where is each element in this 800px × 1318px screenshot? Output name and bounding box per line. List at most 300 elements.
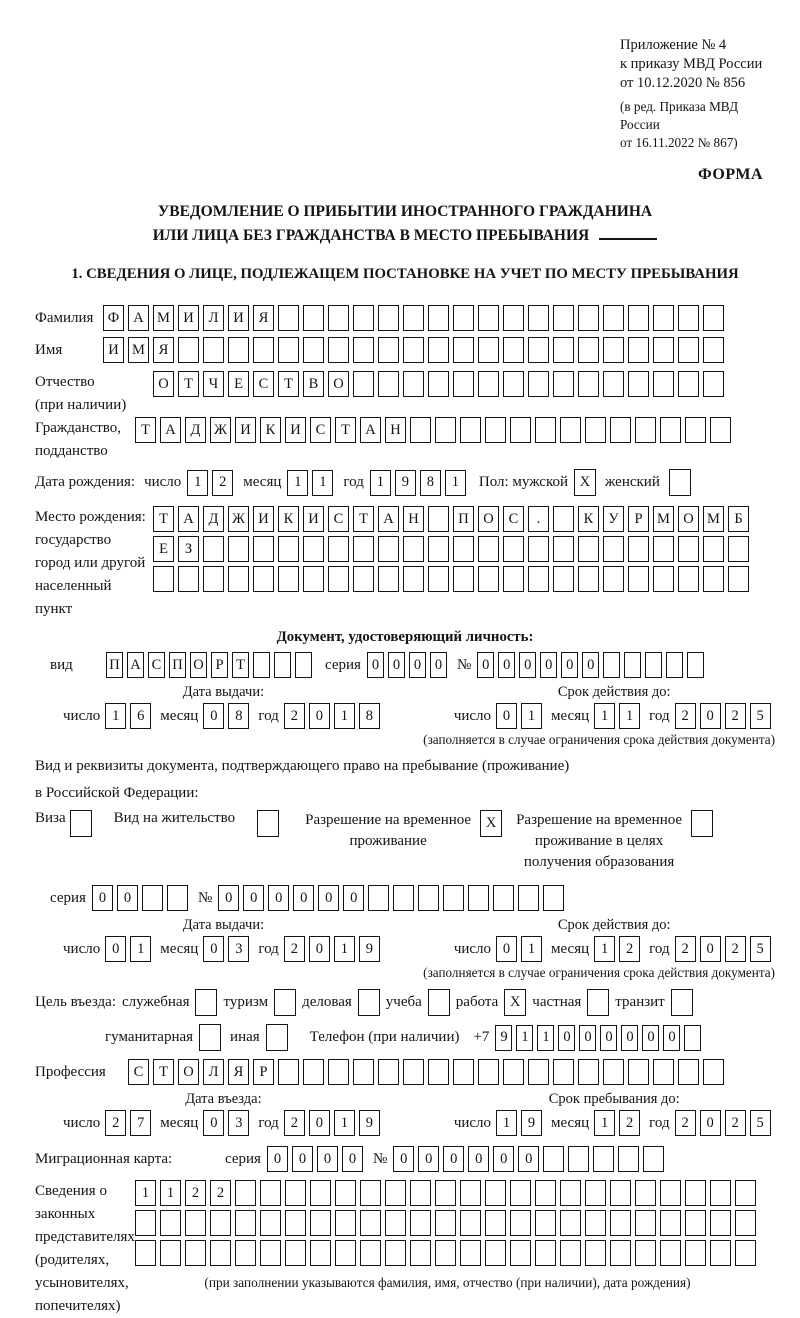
char-box[interactable]: 8 xyxy=(359,703,380,729)
char-box[interactable] xyxy=(135,1240,156,1266)
char-box[interactable] xyxy=(603,337,624,363)
char-box[interactable] xyxy=(435,417,456,443)
char-box[interactable]: Т xyxy=(335,417,356,443)
char-box[interactable]: С xyxy=(148,652,165,678)
char-box[interactable] xyxy=(503,371,524,397)
char-box[interactable] xyxy=(660,1180,681,1206)
char-box[interactable] xyxy=(435,1210,456,1236)
char-box[interactable] xyxy=(353,1059,374,1085)
char-box[interactable] xyxy=(553,371,574,397)
char-box[interactable]: К xyxy=(260,417,281,443)
char-box[interactable] xyxy=(553,536,574,562)
char-box[interactable] xyxy=(735,1240,756,1266)
char-box[interactable] xyxy=(710,1210,731,1236)
char-box[interactable]: А xyxy=(127,652,144,678)
char-box[interactable] xyxy=(328,337,349,363)
char-box[interactable]: 0 xyxy=(540,652,557,678)
char-box[interactable] xyxy=(428,337,449,363)
char-box[interactable] xyxy=(353,371,374,397)
char-box[interactable] xyxy=(553,1059,574,1085)
char-box[interactable]: 2 xyxy=(725,703,746,729)
char-box[interactable]: 0 xyxy=(317,1146,338,1172)
char-box[interactable] xyxy=(568,1146,589,1172)
char-box[interactable]: 1 xyxy=(160,1180,181,1206)
char-box[interactable]: 0 xyxy=(292,1146,313,1172)
char-box[interactable]: 1 xyxy=(130,936,151,962)
purpose-work-checkbox[interactable]: X xyxy=(504,989,526,1016)
char-box[interactable]: С xyxy=(328,506,349,532)
char-box[interactable]: Т xyxy=(135,417,156,443)
char-box[interactable] xyxy=(328,1059,349,1085)
char-box[interactable] xyxy=(678,536,699,562)
char-box[interactable] xyxy=(478,1059,499,1085)
char-box[interactable] xyxy=(203,536,224,562)
sex-male-checkbox[interactable]: X xyxy=(574,469,596,496)
char-box[interactable] xyxy=(353,305,374,331)
char-box[interactable]: 3 xyxy=(228,1110,249,1136)
char-box[interactable] xyxy=(418,885,439,911)
char-box[interactable] xyxy=(528,566,549,592)
char-box[interactable]: 0 xyxy=(600,1025,617,1051)
char-box[interactable]: 1 xyxy=(105,703,126,729)
visa-checkbox[interactable] xyxy=(70,810,92,837)
char-box[interactable] xyxy=(553,506,574,532)
char-box[interactable]: И xyxy=(285,417,306,443)
char-box[interactable]: 2 xyxy=(675,703,696,729)
residence-permit-checkbox[interactable] xyxy=(257,810,279,837)
char-box[interactable] xyxy=(578,566,599,592)
char-box[interactable] xyxy=(603,305,624,331)
char-box[interactable] xyxy=(678,337,699,363)
char-box[interactable]: 0 xyxy=(579,1025,596,1051)
char-box[interactable] xyxy=(578,305,599,331)
char-box[interactable]: 2 xyxy=(210,1180,231,1206)
char-box[interactable]: М xyxy=(128,337,149,363)
char-box[interactable] xyxy=(428,536,449,562)
char-box[interactable]: Я xyxy=(228,1059,249,1085)
char-box[interactable]: А xyxy=(378,506,399,532)
char-box[interactable] xyxy=(428,305,449,331)
char-box[interactable] xyxy=(535,417,556,443)
char-box[interactable]: 1 xyxy=(334,1110,355,1136)
char-box[interactable] xyxy=(310,1210,331,1236)
char-box[interactable] xyxy=(478,305,499,331)
char-box[interactable] xyxy=(435,1240,456,1266)
char-box[interactable]: О xyxy=(678,506,699,532)
purpose-transit-checkbox[interactable] xyxy=(671,989,693,1016)
char-box[interactable] xyxy=(635,417,656,443)
purpose-official-checkbox[interactable] xyxy=(195,989,217,1016)
char-box[interactable]: 2 xyxy=(284,1110,305,1136)
char-box[interactable]: 0 xyxy=(418,1146,439,1172)
char-box[interactable] xyxy=(703,536,724,562)
char-box[interactable] xyxy=(528,305,549,331)
char-box[interactable]: К xyxy=(578,506,599,532)
char-box[interactable] xyxy=(628,305,649,331)
char-box[interactable] xyxy=(628,371,649,397)
char-box[interactable] xyxy=(403,566,424,592)
char-box[interactable] xyxy=(368,885,389,911)
char-box[interactable]: Ж xyxy=(210,417,231,443)
char-box[interactable]: 0 xyxy=(468,1146,489,1172)
char-box[interactable] xyxy=(618,1146,639,1172)
char-box[interactable]: 1 xyxy=(370,470,391,496)
char-box[interactable] xyxy=(378,371,399,397)
char-box[interactable]: 7 xyxy=(130,1110,151,1136)
char-box[interactable]: О xyxy=(190,652,207,678)
char-box[interactable]: И xyxy=(103,337,124,363)
char-box[interactable] xyxy=(585,417,606,443)
char-box[interactable] xyxy=(335,1180,356,1206)
char-box[interactable]: Л xyxy=(203,1059,224,1085)
char-box[interactable]: И xyxy=(303,506,324,532)
char-box[interactable]: 5 xyxy=(750,936,771,962)
char-box[interactable] xyxy=(684,1025,701,1051)
char-box[interactable] xyxy=(703,371,724,397)
char-box[interactable] xyxy=(703,337,724,363)
char-box[interactable]: 0 xyxy=(388,652,405,678)
char-box[interactable]: М xyxy=(653,506,674,532)
char-box[interactable]: 0 xyxy=(519,652,536,678)
char-box[interactable] xyxy=(403,1059,424,1085)
char-box[interactable]: 0 xyxy=(309,936,330,962)
char-box[interactable] xyxy=(478,371,499,397)
char-box[interactable] xyxy=(378,1059,399,1085)
char-box[interactable] xyxy=(493,885,514,911)
char-box[interactable]: 0 xyxy=(393,1146,414,1172)
char-box[interactable] xyxy=(403,536,424,562)
char-box[interactable] xyxy=(553,305,574,331)
char-box[interactable] xyxy=(610,1240,631,1266)
char-box[interactable] xyxy=(610,417,631,443)
char-box[interactable] xyxy=(385,1180,406,1206)
char-box[interactable] xyxy=(260,1180,281,1206)
char-box[interactable]: 0 xyxy=(203,703,224,729)
char-box[interactable] xyxy=(653,337,674,363)
char-box[interactable] xyxy=(610,1180,631,1206)
char-box[interactable] xyxy=(535,1240,556,1266)
char-box[interactable] xyxy=(628,1059,649,1085)
char-box[interactable]: 1 xyxy=(594,703,615,729)
char-box[interactable] xyxy=(353,566,374,592)
char-box[interactable]: Н xyxy=(403,506,424,532)
char-box[interactable]: Д xyxy=(203,506,224,532)
purpose-private-checkbox[interactable] xyxy=(587,989,609,1016)
char-box[interactable] xyxy=(518,885,539,911)
char-box[interactable] xyxy=(528,536,549,562)
char-box[interactable]: 0 xyxy=(343,885,364,911)
char-box[interactable]: К xyxy=(278,506,299,532)
char-box[interactable] xyxy=(185,1240,206,1266)
char-box[interactable] xyxy=(328,536,349,562)
char-box[interactable] xyxy=(643,1146,664,1172)
char-box[interactable] xyxy=(378,566,399,592)
char-box[interactable] xyxy=(560,1240,581,1266)
char-box[interactable]: 0 xyxy=(243,885,264,911)
char-box[interactable]: С xyxy=(503,506,524,532)
char-box[interactable] xyxy=(735,1180,756,1206)
char-box[interactable] xyxy=(645,652,662,678)
char-box[interactable] xyxy=(560,1210,581,1236)
char-box[interactable]: 0 xyxy=(293,885,314,911)
char-box[interactable]: Д xyxy=(185,417,206,443)
char-box[interactable] xyxy=(285,1180,306,1206)
temp-residence-education-checkbox[interactable] xyxy=(691,810,713,837)
char-box[interactable]: И xyxy=(178,305,199,331)
char-box[interactable]: Ж xyxy=(228,506,249,532)
char-box[interactable]: 5 xyxy=(750,1110,771,1136)
char-box[interactable]: Т xyxy=(232,652,249,678)
char-box[interactable] xyxy=(460,417,481,443)
char-box[interactable] xyxy=(435,1180,456,1206)
char-box[interactable] xyxy=(603,1059,624,1085)
char-box[interactable] xyxy=(253,536,274,562)
char-box[interactable] xyxy=(235,1240,256,1266)
char-box[interactable] xyxy=(328,566,349,592)
char-box[interactable]: Я xyxy=(153,337,174,363)
char-box[interactable] xyxy=(385,1240,406,1266)
char-box[interactable]: С xyxy=(253,371,274,397)
char-box[interactable]: 0 xyxy=(218,885,239,911)
char-box[interactable]: 1 xyxy=(445,470,466,496)
char-box[interactable] xyxy=(453,305,474,331)
char-box[interactable] xyxy=(510,1180,531,1206)
char-box[interactable] xyxy=(167,885,188,911)
char-box[interactable] xyxy=(378,337,399,363)
char-box[interactable]: 8 xyxy=(420,470,441,496)
char-box[interactable] xyxy=(710,1180,731,1206)
char-box[interactable]: 9 xyxy=(495,1025,512,1051)
char-box[interactable] xyxy=(353,337,374,363)
char-box[interactable]: 0 xyxy=(700,703,721,729)
char-box[interactable]: И xyxy=(235,417,256,443)
char-box[interactable]: 2 xyxy=(105,1110,126,1136)
char-box[interactable]: 0 xyxy=(203,1110,224,1136)
char-box[interactable]: Ф xyxy=(103,305,124,331)
char-box[interactable] xyxy=(685,1210,706,1236)
char-box[interactable] xyxy=(660,417,681,443)
char-box[interactable]: 0 xyxy=(561,652,578,678)
char-box[interactable] xyxy=(460,1240,481,1266)
char-box[interactable] xyxy=(653,371,674,397)
char-box[interactable] xyxy=(360,1240,381,1266)
char-box[interactable] xyxy=(178,566,199,592)
char-box[interactable]: Я xyxy=(253,305,274,331)
char-box[interactable] xyxy=(735,1210,756,1236)
char-box[interactable] xyxy=(510,1240,531,1266)
char-box[interactable]: А xyxy=(128,305,149,331)
char-box[interactable] xyxy=(585,1180,606,1206)
char-box[interactable]: 0 xyxy=(700,1110,721,1136)
char-box[interactable] xyxy=(228,566,249,592)
char-box[interactable]: 6 xyxy=(130,703,151,729)
char-box[interactable] xyxy=(303,305,324,331)
char-box[interactable] xyxy=(603,652,620,678)
char-box[interactable] xyxy=(310,1180,331,1206)
char-box[interactable] xyxy=(228,536,249,562)
char-box[interactable] xyxy=(560,417,581,443)
char-box[interactable] xyxy=(403,371,424,397)
char-box[interactable] xyxy=(260,1210,281,1236)
char-box[interactable] xyxy=(453,337,474,363)
char-box[interactable]: 0 xyxy=(367,652,384,678)
char-box[interactable] xyxy=(503,1059,524,1085)
char-box[interactable]: 2 xyxy=(619,936,640,962)
char-box[interactable]: 0 xyxy=(409,652,426,678)
char-box[interactable] xyxy=(585,1210,606,1236)
char-box[interactable] xyxy=(453,536,474,562)
temp-residence-checkbox[interactable]: X xyxy=(480,810,502,837)
char-box[interactable] xyxy=(335,1240,356,1266)
char-box[interactable]: 0 xyxy=(203,936,224,962)
char-box[interactable] xyxy=(278,305,299,331)
char-box[interactable] xyxy=(353,536,374,562)
char-box[interactable]: 1 xyxy=(521,703,542,729)
char-box[interactable]: А xyxy=(360,417,381,443)
char-box[interactable]: М xyxy=(153,305,174,331)
char-box[interactable] xyxy=(160,1210,181,1236)
char-box[interactable] xyxy=(153,566,174,592)
char-box[interactable] xyxy=(628,566,649,592)
char-box[interactable]: Е xyxy=(228,371,249,397)
char-box[interactable] xyxy=(478,536,499,562)
char-box[interactable]: 2 xyxy=(675,936,696,962)
char-box[interactable]: И xyxy=(228,305,249,331)
char-box[interactable]: 1 xyxy=(516,1025,533,1051)
char-box[interactable]: 1 xyxy=(496,1110,517,1136)
char-box[interactable] xyxy=(203,566,224,592)
char-box[interactable] xyxy=(210,1240,231,1266)
char-box[interactable]: 1 xyxy=(594,1110,615,1136)
char-box[interactable] xyxy=(185,1210,206,1236)
purpose-tourism-checkbox[interactable] xyxy=(274,989,296,1016)
char-box[interactable]: 0 xyxy=(318,885,339,911)
char-box[interactable] xyxy=(210,1210,231,1236)
char-box[interactable] xyxy=(528,371,549,397)
char-box[interactable]: 1 xyxy=(312,470,333,496)
char-box[interactable] xyxy=(410,1180,431,1206)
char-box[interactable] xyxy=(685,1240,706,1266)
char-box[interactable] xyxy=(278,536,299,562)
char-box[interactable] xyxy=(303,1059,324,1085)
char-box[interactable]: 9 xyxy=(521,1110,542,1136)
char-box[interactable]: 3 xyxy=(228,936,249,962)
char-box[interactable] xyxy=(260,1240,281,1266)
char-box[interactable]: 8 xyxy=(228,703,249,729)
char-box[interactable] xyxy=(578,536,599,562)
char-box[interactable] xyxy=(710,417,731,443)
char-box[interactable] xyxy=(535,1210,556,1236)
char-box[interactable] xyxy=(274,652,291,678)
char-box[interactable] xyxy=(603,536,624,562)
char-box[interactable] xyxy=(285,1240,306,1266)
char-box[interactable]: О xyxy=(328,371,349,397)
char-box[interactable]: Р xyxy=(253,1059,274,1085)
char-box[interactable]: Н xyxy=(385,417,406,443)
char-box[interactable]: 1 xyxy=(619,703,640,729)
char-box[interactable] xyxy=(253,652,270,678)
char-box[interactable] xyxy=(710,1240,731,1266)
char-box[interactable]: У xyxy=(603,506,624,532)
char-box[interactable]: З xyxy=(178,536,199,562)
char-box[interactable]: 0 xyxy=(663,1025,680,1051)
char-box[interactable] xyxy=(560,1180,581,1206)
char-box[interactable]: 0 xyxy=(642,1025,659,1051)
char-box[interactable] xyxy=(624,652,641,678)
char-box[interactable]: М xyxy=(703,506,724,532)
char-box[interactable] xyxy=(510,1210,531,1236)
char-box[interactable] xyxy=(453,1059,474,1085)
char-box[interactable] xyxy=(235,1210,256,1236)
char-box[interactable]: С xyxy=(310,417,331,443)
char-box[interactable] xyxy=(228,337,249,363)
char-box[interactable] xyxy=(510,417,531,443)
char-box[interactable] xyxy=(653,305,674,331)
char-box[interactable]: 0 xyxy=(309,1110,330,1136)
char-box[interactable] xyxy=(635,1210,656,1236)
char-box[interactable] xyxy=(485,1210,506,1236)
char-box[interactable] xyxy=(303,566,324,592)
char-box[interactable] xyxy=(410,1240,431,1266)
char-box[interactable]: Т xyxy=(153,1059,174,1085)
char-box[interactable]: 0 xyxy=(582,652,599,678)
char-box[interactable] xyxy=(703,305,724,331)
char-box[interactable]: . xyxy=(528,506,549,532)
char-box[interactable] xyxy=(678,566,699,592)
char-box[interactable]: А xyxy=(178,506,199,532)
char-box[interactable] xyxy=(528,337,549,363)
char-box[interactable]: Т xyxy=(153,506,174,532)
char-box[interactable] xyxy=(385,1210,406,1236)
char-box[interactable] xyxy=(578,371,599,397)
char-box[interactable]: 0 xyxy=(496,936,517,962)
char-box[interactable]: 1 xyxy=(334,703,355,729)
char-box[interactable] xyxy=(603,566,624,592)
char-box[interactable] xyxy=(443,885,464,911)
char-box[interactable]: А xyxy=(160,417,181,443)
char-box[interactable] xyxy=(410,1210,431,1236)
char-box[interactable] xyxy=(585,1240,606,1266)
char-box[interactable] xyxy=(553,337,574,363)
char-box[interactable] xyxy=(503,337,524,363)
char-box[interactable] xyxy=(485,417,506,443)
char-box[interactable] xyxy=(278,566,299,592)
char-box[interactable] xyxy=(378,536,399,562)
char-box[interactable] xyxy=(460,1180,481,1206)
char-box[interactable] xyxy=(253,566,274,592)
char-box[interactable] xyxy=(328,305,349,331)
char-box[interactable]: 1 xyxy=(135,1180,156,1206)
char-box[interactable]: 2 xyxy=(675,1110,696,1136)
char-box[interactable] xyxy=(135,1210,156,1236)
purpose-other-checkbox[interactable] xyxy=(266,1024,288,1051)
char-box[interactable] xyxy=(678,1059,699,1085)
char-box[interactable]: 1 xyxy=(187,470,208,496)
char-box[interactable]: 0 xyxy=(117,885,138,911)
char-box[interactable]: 2 xyxy=(284,936,305,962)
char-box[interactable] xyxy=(335,1210,356,1236)
sex-female-checkbox[interactable] xyxy=(669,469,691,496)
char-box[interactable] xyxy=(653,536,674,562)
char-box[interactable] xyxy=(660,1210,681,1236)
char-box[interactable] xyxy=(142,885,163,911)
char-box[interactable] xyxy=(543,1146,564,1172)
char-box[interactable]: В xyxy=(303,371,324,397)
char-box[interactable] xyxy=(478,566,499,592)
char-box[interactable]: Л xyxy=(203,305,224,331)
char-box[interactable] xyxy=(703,1059,724,1085)
char-box[interactable]: 0 xyxy=(493,1146,514,1172)
